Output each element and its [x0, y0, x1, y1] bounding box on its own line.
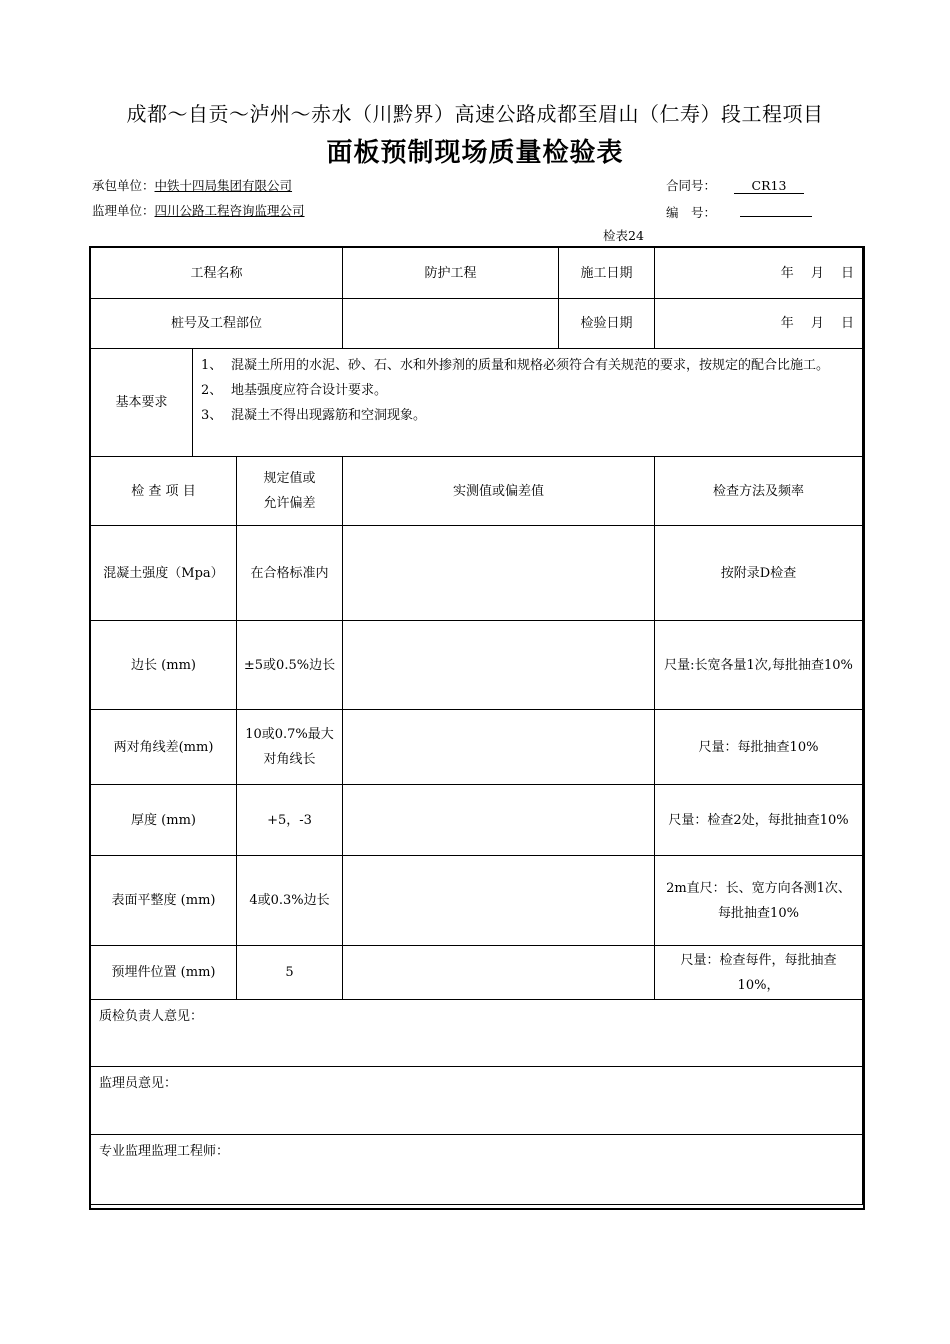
contract-row — [666, 176, 804, 194]
form-title: 面板预制现场质量检验表 — [326, 138, 624, 168]
contract-value: CR13 — [734, 178, 804, 194]
supervisor-value: 四川公路工程咨询监理公司 — [154, 203, 305, 218]
supervisor-row — [92, 201, 305, 219]
form-code: 检表24 — [603, 228, 644, 243]
supervisor-opinion[interactable]: 监理员意见： — [91, 1067, 863, 1135]
number-label: 编 号： — [666, 205, 717, 220]
qc-opinion[interactable]: 质检负责人意见： — [91, 1000, 863, 1067]
row-measured[interactable] — [343, 710, 655, 785]
row-measured[interactable] — [343, 785, 655, 856]
table-row — [91, 526, 863, 621]
contract-label: 合同号： — [666, 178, 717, 193]
inspection-table — [90, 247, 863, 1205]
row-item: 预埋件位置 (mm) — [91, 946, 237, 1000]
number-row — [666, 201, 812, 221]
project-name-value[interactable]: 防护工程 — [343, 248, 559, 299]
station-value[interactable] — [343, 299, 559, 349]
row-tolerance: +5，-3 — [237, 785, 343, 856]
row-tolerance: 在合格标准内 — [237, 526, 343, 621]
row-item: 边长 (mm) — [91, 621, 237, 710]
row-tolerance: 5 — [237, 946, 343, 1000]
table-row — [91, 785, 863, 856]
contractor-row — [92, 176, 292, 194]
header-measured: 实测值或偏差值 — [343, 457, 655, 526]
number-value — [740, 201, 812, 217]
header-method: 检查方法及频率 — [655, 457, 863, 526]
contractor-value: 中铁十四局集团有限公司 — [154, 178, 293, 193]
row-tolerance: 10或0.7%最大对角线长 — [237, 710, 343, 785]
requirement-item: 2、 地基强度应符合设计要求。 — [201, 383, 388, 398]
table-row — [91, 946, 863, 1000]
row-measured[interactable] — [343, 946, 655, 1000]
table-row — [91, 856, 863, 946]
row-method: 按附录D检查 — [655, 526, 863, 621]
contractor-label: 承包单位： — [92, 178, 155, 193]
project-title: 成都～自贡～泸州～赤水（川黔界）高速公路成都至眉山（仁寿）段工程项目 — [126, 102, 824, 126]
row-method: 尺量:长宽各量1次,每批抽查10% — [655, 621, 863, 710]
requirement-item: 1、 混凝土所用的水泥、砂、石、水和外掺剂的质量和规格必须符合有关规范的要求，按规定的配合比施工。 — [201, 358, 830, 373]
row-tolerance: ±5或0.5%边长 — [237, 621, 343, 710]
row-item: 厚度 (mm) — [91, 785, 237, 856]
construction-date-label: 施工日期 — [559, 248, 655, 299]
header-tolerance: 规定值或 允许偏差 — [237, 457, 343, 526]
project-name-label: 工程名称 — [91, 248, 343, 299]
table-row — [91, 621, 863, 710]
inspection-date-label: 检验日期 — [559, 299, 655, 349]
row-method: 尺量：检查2处，每批抽查10% — [655, 785, 863, 856]
row-method: 尺量：每批抽查10% — [655, 710, 863, 785]
supervisor-label: 监理单位： — [92, 203, 155, 218]
row-item: 表面平整度 (mm) — [91, 856, 237, 946]
header-item: 检 查 项 目 — [91, 457, 237, 526]
row-tolerance: 4或0.3%边长 — [237, 856, 343, 946]
row-item: 两对角线差(mm) — [91, 710, 237, 785]
row-item: 混凝土强度（Mpa） — [91, 526, 237, 621]
requirement-item: 3、 混凝土不得出现露筋和空洞现象。 — [201, 408, 427, 423]
station-label: 桩号及工程部位 — [91, 299, 343, 349]
construction-date-value[interactable]: 年 月 日 — [655, 248, 863, 299]
row-measured[interactable] — [343, 526, 655, 621]
row-method: 2m直尺：长、宽方向各测1次、每批抽查10% — [655, 856, 863, 946]
inspection-date-value[interactable]: 年 月 日 — [655, 299, 863, 349]
engineer-opinion[interactable]: 专业监理监理工程师： — [91, 1135, 863, 1205]
row-measured[interactable] — [343, 856, 655, 946]
row-measured[interactable] — [343, 621, 655, 710]
requirements-list — [193, 349, 863, 457]
requirements-label: 基本要求 — [91, 349, 193, 457]
row-method: 尺量：检查每件，每批抽查10%， — [655, 946, 863, 1000]
table-row — [91, 710, 863, 785]
